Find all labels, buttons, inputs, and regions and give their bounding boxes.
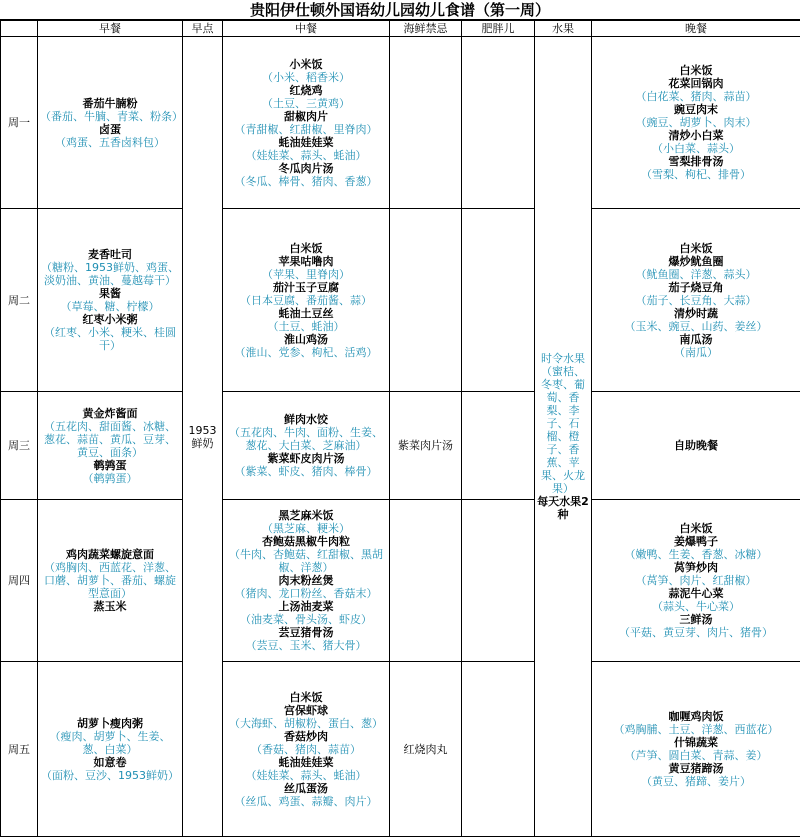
dish-name: 上汤油麦菜 (278, 600, 334, 613)
dish-ingredients: （淮山、党参、枸杞、活鸡） (234, 345, 378, 359)
dish-ingredients: （蒜头、牛心菜） (652, 600, 740, 613)
dish-name: 茄子烧豆角 (668, 280, 724, 294)
dish-name: 蚝油娃娃菜 (278, 755, 334, 769)
dish-name: 白米饭 (289, 690, 323, 704)
dish-name: 清炒小白菜 (668, 129, 724, 142)
menu-table (0, 20, 800, 837)
day-label: 周五 (1, 662, 38, 837)
dish-ingredients: （娃娃菜、蒜头、蚝油） (245, 768, 367, 782)
dish-name: 苹果咕噜肉 (278, 254, 334, 268)
dish-name: 杏鲍菇黑椒牛肉粒 (262, 535, 350, 548)
dish-ingredients: （日本豆腐、番茄酱、蒜） (240, 293, 372, 307)
breakfast-cell (38, 662, 183, 837)
dish-ingredients: （草莓、糖、柠檬） (60, 300, 160, 313)
seafood-cell (390, 37, 462, 209)
day-label: 周二 (1, 209, 38, 392)
dish-ingredients: （小白菜、蒜头） (652, 142, 740, 155)
dish-ingredients: （紫菜、虾皮、猪肉、棒骨） (234, 465, 378, 478)
dish-ingredients: （芦笋、圆白菜、青蒜、姜） (624, 749, 768, 762)
dish-name: 麦香吐司 (88, 248, 132, 261)
dish-ingredients: （五花肉、甜面酱、冰糖、葱花、蒜苗、黄瓜、豆芽、黄豆、面条） (44, 419, 176, 459)
dish-name: 姜爆鸭子 (674, 535, 718, 548)
dish-ingredients: （五花肉、牛肉、面粉、生姜、葱花、大白菜、芝麻油） (229, 426, 383, 452)
dish-name: 雪梨排骨汤 (668, 155, 724, 168)
dish-ingredients: （娃娃菜、蒜头、蚝油） (245, 148, 367, 162)
dish-ingredients: （莴笋、肉片、红甜椒） (635, 574, 757, 587)
dish-ingredients: （南瓜） (674, 345, 718, 359)
day-row-tue (1, 209, 800, 392)
dish-ingredients: （苹果、里脊肉） (262, 267, 350, 281)
dish-name: 白米饭 (679, 241, 713, 255)
dish-name: 番茄牛腩粉 (82, 96, 138, 110)
seafood-cell (390, 500, 462, 662)
dish-name: 蒸玉米 (93, 600, 127, 613)
obese-cell (462, 500, 535, 662)
day-row-fri (1, 662, 800, 837)
obese-cell (462, 37, 535, 209)
header-dinner: 晚餐 (592, 21, 800, 37)
dish-ingredients: （豌豆、胡萝卜、肉末） (635, 116, 757, 129)
dish-ingredients: （芸豆、玉米、猪大骨） (245, 639, 367, 652)
morning-snack-cell: 1953鲜奶 (183, 37, 223, 837)
dish-name: 蒜泥牛心菜 (668, 587, 724, 600)
dish-name: 小米饭 (289, 57, 323, 71)
header-morning-snack: 早点 (183, 21, 223, 37)
day-row-thu (1, 500, 800, 662)
dish-ingredients: （土豆、三黄鸡） (262, 96, 350, 110)
dish-name: 香菇炒肉 (284, 729, 328, 743)
dish-ingredients: （糖粉、1953鲜奶、鸡蛋、淡奶油、黄油、蔓越莓干） (41, 261, 179, 287)
dish-ingredients: （鸡胸脯、土豆、洋葱、西蓝花） (613, 723, 779, 736)
dish-name: 白米饭 (679, 522, 713, 535)
dish-name: 白米饭 (679, 64, 713, 77)
dinner-cell (592, 392, 800, 500)
dish-ingredients: （红枣、小米、粳米、桂圆干） (44, 326, 176, 352)
day-label: 周四 (1, 500, 38, 662)
lunch-cell (223, 500, 390, 662)
dish-ingredients: （土豆、蚝油） (267, 319, 345, 333)
dish-name: 黄金炸酱面 (82, 406, 138, 420)
seafood-cell: 红烧肉丸 (390, 662, 462, 837)
lunch-cell (223, 662, 390, 837)
lunch-cell (223, 37, 390, 209)
dish-name: 冬瓜肉片汤 (278, 161, 334, 175)
header-breakfast: 早餐 (38, 21, 183, 37)
dish-name: 自助晚餐 (674, 439, 718, 452)
dish-name: 紫菜虾皮肉片汤 (267, 452, 345, 465)
dish-name: 爆炒鱿鱼圈 (668, 254, 724, 268)
day-row-mon (1, 37, 800, 209)
fruit-cell (535, 37, 592, 837)
dish-name: 如意卷 (93, 755, 127, 769)
day-row-wed (1, 392, 800, 500)
obese-cell (462, 662, 535, 837)
seafood-cell: 紫菜肉片汤 (390, 392, 462, 500)
dish-ingredients: （黑芝麻、粳米） (262, 522, 350, 535)
lunch-cell (223, 392, 390, 500)
dinner-cell (592, 209, 800, 392)
breakfast-cell (38, 209, 183, 392)
dish-name: 肉末粉丝煲 (278, 574, 334, 587)
header-lunch: 中餐 (223, 21, 390, 37)
seafood-cell (390, 209, 462, 392)
dish-name: 丝瓜蛋汤 (284, 781, 328, 795)
day-label: 周三 (1, 392, 38, 500)
dish-ingredients: （瘦肉、胡萝卜、生姜、葱、白菜） (49, 729, 171, 756)
dish-ingredients: （青甜椒、红甜椒、里脊肉） (234, 122, 378, 136)
dish-name: 胡萝卜瘦肉粥 (77, 716, 143, 730)
dish-ingredients: （黄豆、猪蹄、姜片） (641, 775, 751, 788)
dish-ingredients: （平菇、黄豆芽、肉片、猪骨） (619, 626, 773, 639)
dish-name: 甜椒肉片 (284, 109, 328, 123)
dish-ingredients: （茄子、长豆角、大蒜） (635, 293, 757, 307)
dish-ingredients: （雪梨、枸杞、排骨） (641, 168, 751, 181)
dish-name: 黑芝麻米饭 (278, 509, 334, 522)
dish-name: 豌豆肉末 (674, 103, 718, 116)
dish-name: 清炒时蔬 (674, 306, 718, 320)
dish-ingredients: （猪肉、龙口粉丝、香菇末） (234, 587, 378, 600)
breakfast-cell (38, 37, 183, 209)
dish-name: 白米饭 (289, 241, 323, 255)
fruit-daily: 每天水果2种 (537, 495, 589, 521)
dish-ingredients: （番茄、牛腩、青菜、粉条） (40, 109, 183, 123)
header-day (1, 21, 38, 37)
dinner-cell (592, 500, 800, 662)
dish-ingredients: （玉米、豌豆、山药、姜丝） (624, 319, 768, 333)
breakfast-cell (38, 500, 183, 662)
dish-name: 咖喱鸡肉饭 (668, 710, 724, 723)
header-seafood-allergy: 海鲜禁忌 (390, 21, 462, 37)
dinner-cell (592, 37, 800, 209)
day-label: 周一 (1, 37, 38, 209)
dish-name: 什锦蔬菜 (674, 736, 718, 749)
dish-ingredients: （大海虾、胡椒粉、蛋白、葱） (229, 716, 383, 730)
dish-ingredients: （白花菜、猪肉、蒜苗） (635, 90, 757, 103)
breakfast-cell (38, 392, 183, 500)
dish-name: 鹌鹑蛋 (93, 458, 127, 472)
dish-name: 花菜回锅肉 (668, 77, 724, 90)
dish-name: 卤蛋 (99, 122, 121, 136)
dish-ingredients: （面粉、豆沙、1953鲜奶） (41, 768, 179, 782)
dish-ingredients: （嫩鸭、生姜、香葱、冰糖） (624, 548, 768, 561)
dish-ingredients: （鸡胸肉、西蓝花、洋葱、口蘑、胡萝卜、番茄、螺旋型意面） (44, 561, 176, 600)
dish-ingredients: （油麦菜、骨头汤、虾皮） (240, 613, 372, 626)
dish-ingredients: （丝瓜、鸡蛋、蒜瓣、肉片） (234, 794, 378, 808)
dish-name: 芸豆猪骨汤 (278, 626, 334, 639)
dish-name: 红烧鸡 (289, 83, 323, 97)
obese-cell (462, 209, 535, 392)
dish-name: 南瓜汤 (679, 332, 713, 346)
dinner-cell (592, 662, 800, 837)
dish-name: 黄豆猪蹄汤 (668, 762, 724, 775)
dish-name: 宫保虾球 (284, 703, 328, 717)
header-row (1, 21, 800, 37)
dish-name: 蚝油土豆丝 (278, 306, 334, 320)
dish-name: 三鲜汤 (679, 613, 713, 626)
dish-ingredients: （冬瓜、棒骨、猪肉、香葱） (234, 174, 378, 188)
header-fruit: 水果 (535, 21, 592, 37)
dish-name: 茄汁玉子豆腐 (273, 280, 339, 294)
dish-name: 蚝油娃娃菜 (278, 135, 334, 149)
dish-name: 红枣小米粥 (82, 313, 138, 326)
dish-name: 鲜肉水饺 (284, 413, 328, 426)
dish-ingredients: （香菇、猪肉、蒜苗） (251, 742, 361, 756)
header-obese-child: 肥胖儿 (462, 21, 535, 37)
dish-ingredients: （小米、稻香米） (262, 70, 350, 84)
dish-ingredients: （鱿鱼圈、洋葱、蒜头） (635, 267, 757, 281)
dish-name: 淮山鸡汤 (284, 332, 328, 346)
dish-ingredients: （牛肉、杏鲍菇、红甜椒、黑胡椒、洋葱） (229, 548, 383, 574)
dish-ingredients: （鹌鹑蛋） (82, 471, 138, 485)
dish-name: 鸡肉蔬菜螺旋意面 (66, 548, 154, 561)
page-title: 贵阳伊仕顿外国语幼儿园幼儿食谱（第一周） (0, 0, 800, 20)
lunch-cell (223, 209, 390, 392)
dish-name: 莴笋炒肉 (674, 561, 718, 574)
obese-cell (462, 392, 535, 500)
fruit-list: 时令水果（蜜桔、冬枣、葡萄、香梨、李子、石榴、橙子、香蕉、苹果、火龙果） (541, 352, 585, 495)
dish-ingredients: （鸡蛋、五香卤料包） (55, 135, 165, 149)
dish-name: 果酱 (99, 287, 121, 300)
